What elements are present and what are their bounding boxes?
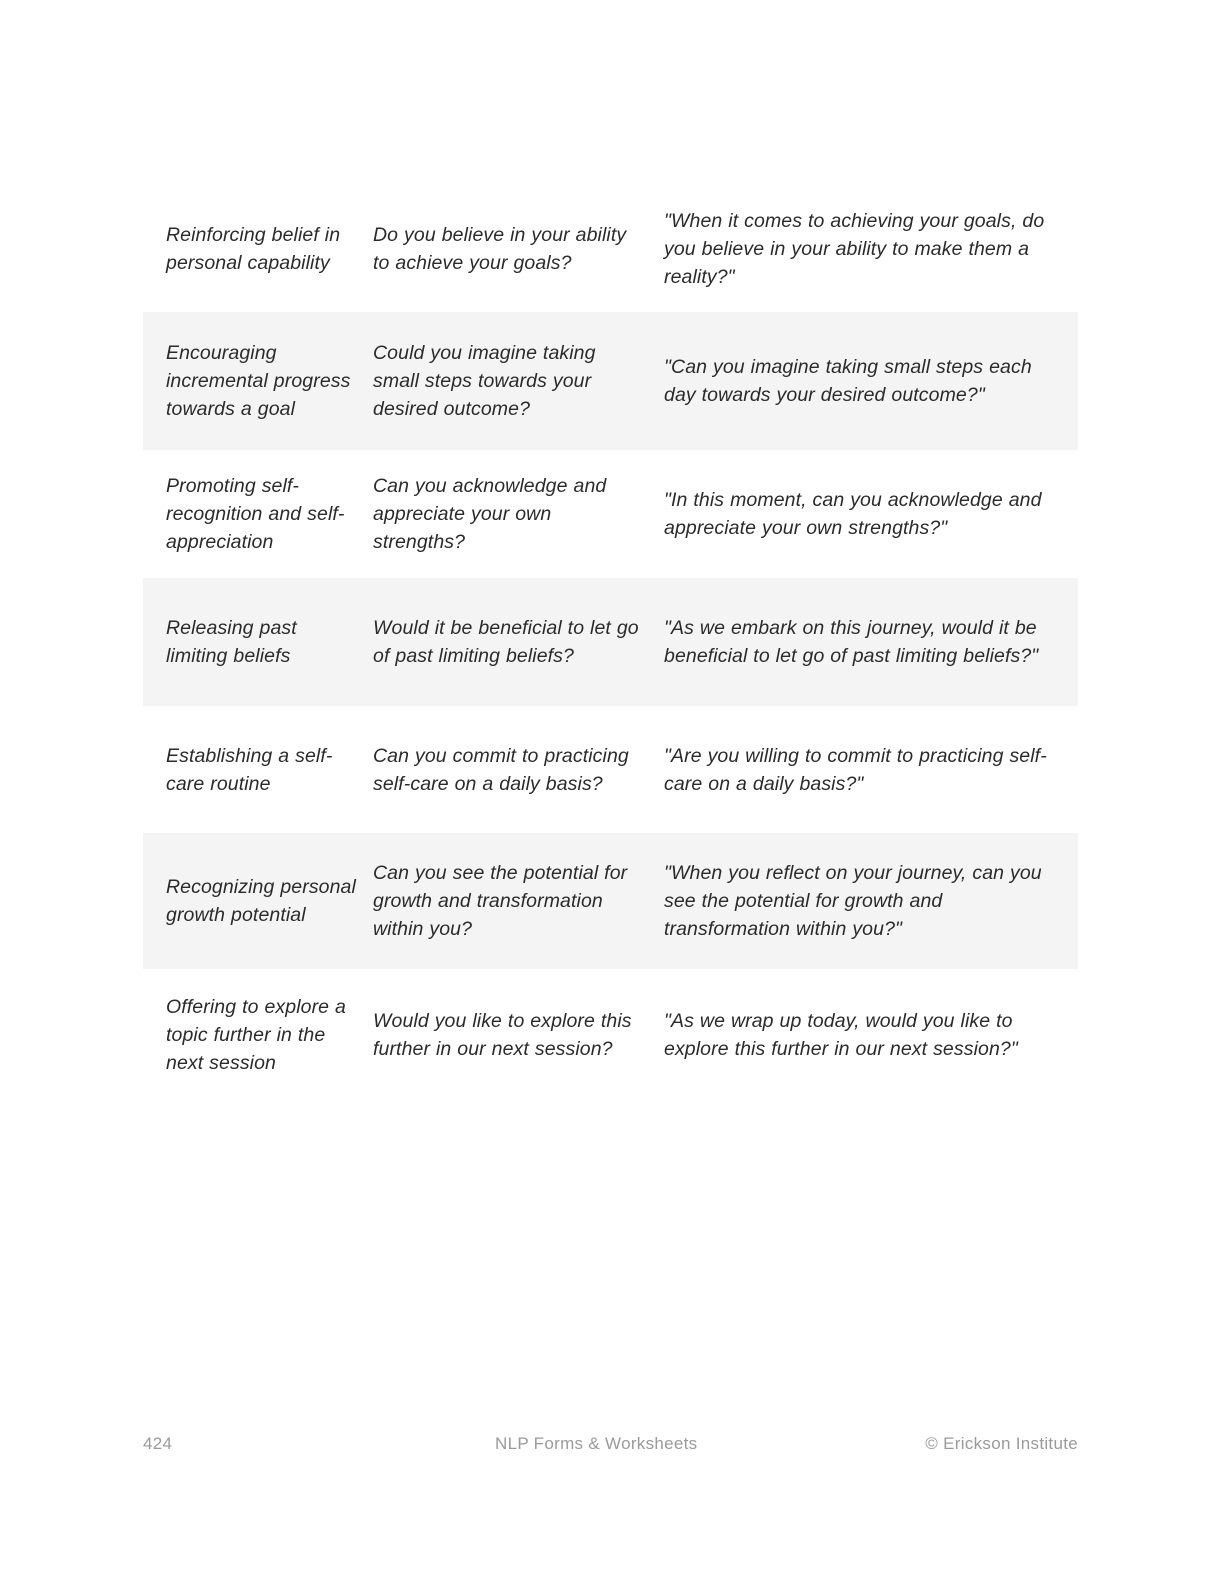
table-row (143, 833, 1078, 969)
cell-example: "When you reflect on your journey, can you see the potential for growth and transformation within you?" (664, 862, 1042, 940)
cell-question: Do you believe in your ability to achieve your goals? (373, 224, 627, 274)
cell-question: Would it be beneficial to let go of past limiting beliefs? (373, 617, 639, 667)
cell-example: "When it comes to achieving your goals, do you believe in your ability to make them a reality?" (664, 210, 1045, 288)
cell-purpose: Releasing past limiting beliefs (166, 617, 297, 667)
page-footer (143, 1434, 1078, 1454)
table-row (143, 969, 1078, 1101)
footer-page-number: 424 (143, 1434, 173, 1453)
cell-example: "Are you willing to commit to practicing self-care on a daily basis?" (664, 744, 1047, 795)
cell-question: Could you imagine taking small steps towards your desired outcome? (373, 342, 596, 420)
footer-document-title: NLP Forms & Worksheets (495, 1434, 698, 1453)
table-row (143, 578, 1078, 706)
footer-copyright: © Erickson Institute (925, 1434, 1078, 1453)
cell-question: Can you commit to practicing self-care on a daily basis? (373, 744, 629, 795)
cell-purpose: Recognizing personal growth potential (166, 876, 356, 926)
cell-purpose: Encouraging incremental progress towards a goal (166, 342, 351, 420)
cell-purpose: Offering to explore a topic further in the next session (166, 996, 346, 1074)
cell-purpose: Reinforcing belief in personal capability (166, 224, 341, 274)
nlp-question-table (143, 186, 1078, 1101)
cell-question: Can you see the potential for growth and transformation within you? (373, 862, 628, 940)
cell-example: "As we embark on this journey, would it be beneficial to let go of past limiting beliefs?" (664, 617, 1039, 667)
table-row (143, 312, 1078, 450)
cell-question: Would you like to explore this further in our next session? (373, 1010, 632, 1060)
table-row (143, 450, 1078, 578)
cell-example: "In this moment, can you acknowledge and appreciate your own strengths?" (664, 489, 1042, 539)
cell-example: "As we wrap up today, would you like to explore this further in our next session?" (664, 1010, 1018, 1060)
table-row (143, 706, 1078, 833)
cell-purpose: Promoting self-recognition and self-appreciation (166, 475, 345, 553)
cell-question: Can you acknowledge and appreciate your own strengths? (373, 475, 607, 553)
cell-example: "Can you imagine taking small steps each day towards your desired outcome?" (664, 356, 1032, 406)
table-row (143, 186, 1078, 312)
cell-purpose: Establishing a self-care routine (166, 744, 333, 795)
